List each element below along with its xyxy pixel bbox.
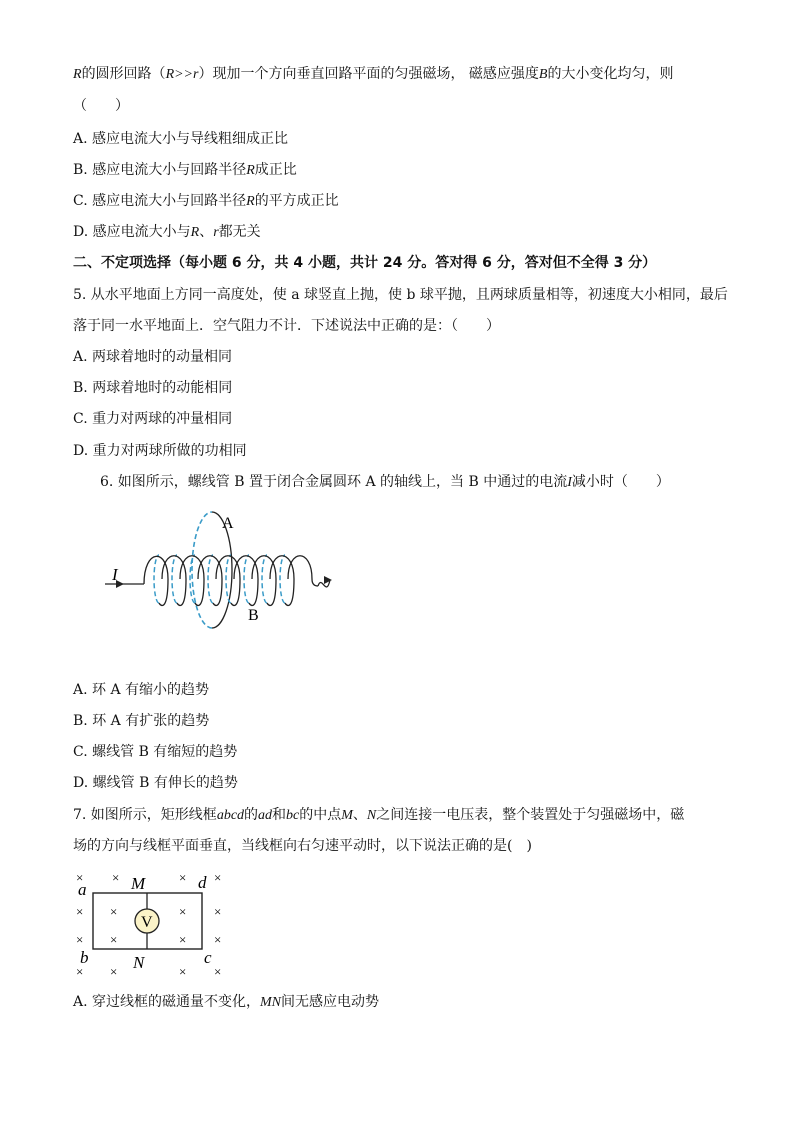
svg-text:×: × — [179, 870, 187, 885]
q7-stem-line2: 场的方向与线框平面垂直，当线框向右匀速平动时，以下说法正确的是( ) — [73, 838, 532, 854]
q7-stem-text-b: 的 — [244, 807, 259, 823]
var-B: B — [538, 67, 548, 82]
label-d: d — [198, 873, 207, 892]
q4-stem-text-c: ）现加一个方向垂直回路平面的匀强磁场， 磁感应强度 — [198, 66, 539, 82]
q6-option-d: D. 螺线管 B 有伸长的趋势 — [73, 775, 238, 791]
q4-option-b-text: B. 感应电流大小与回路半径 — [73, 162, 247, 178]
q5-option-d: D. 重力对两球所做的功相同 — [73, 443, 247, 459]
q6-stem-text-post: 减小时（ ） — [571, 474, 670, 490]
svg-text:×: × — [214, 904, 222, 919]
label-ring-a: A — [222, 515, 234, 532]
var-R: R — [246, 163, 255, 178]
q5-option-c: C. 重力对两球的冲量相同 — [73, 411, 233, 427]
svg-text:×: × — [76, 932, 84, 947]
q7-option-a-text: A. 穿过线框的磁通量不变化， — [73, 994, 261, 1010]
var-R: R — [190, 225, 200, 240]
q6-option-a: A. 环 A 有缩小的趋势 — [73, 682, 210, 698]
label-n: N — [133, 953, 145, 972]
label-c: c — [204, 948, 212, 967]
svg-text:×: × — [214, 964, 222, 979]
solenoid-front-turns — [122, 556, 330, 606]
svg-text:×: × — [76, 904, 84, 919]
frame-voltmeter-figure — [70, 866, 240, 982]
section-heading: 二、不定项选择（每小题 6 分，共 4 小题，共计 24 分。答对得 6 分，答对但不全得 3 分） — [73, 255, 657, 271]
var-M: M — [341, 808, 353, 823]
q7-stem-text-a: 7. 如图所示，矩形线框 — [73, 807, 217, 823]
svg-text:×: × — [214, 870, 222, 885]
q4-option-c-text-post: 的平方成正比 — [254, 193, 339, 209]
current-out-arrow-icon — [324, 576, 332, 584]
q5-option-a: A. 两球着地时的动量相同 — [73, 349, 233, 365]
q4-option-d-text-post: 都无关 — [218, 224, 261, 240]
label-solenoid-b: B — [248, 607, 259, 624]
voltmeter-label: V — [141, 914, 153, 931]
q5-stem-line1: 5. 从水平地面上方同一高度处，使 a 球竖直上抛，使 b 球平抛，且两球质量相等，初速度大小相同，最后 — [73, 287, 728, 303]
svg-text:×: × — [110, 904, 118, 919]
q6-stem — [100, 472, 670, 493]
svg-text:×: × — [110, 964, 118, 979]
q5-option-b: B. 两球着地时的动能相同 — [73, 380, 233, 396]
var-N: N — [366, 808, 377, 823]
q4-stem-text-d: 的大小变化均匀，则 — [547, 66, 674, 82]
q4-option-c-text: C. 感应电流大小与回路半径 — [73, 193, 247, 209]
q4-option-b — [73, 160, 297, 181]
q6-option-c: C. 螺线管 B 有缩短的趋势 — [73, 744, 238, 760]
svg-text:×: × — [214, 932, 222, 947]
q7-stem-text-c: 和 — [272, 807, 287, 823]
var-R: R — [73, 67, 82, 82]
q7-stem-text-f: 之间连接一电压表，整个装置处于匀强磁场中，磁 — [376, 807, 685, 823]
q4-option-d-text: D. 感应电流大小与 — [73, 224, 191, 240]
var-abcd: abcd — [216, 808, 245, 823]
q6-stem-text: 6. 如图所示，螺线管 B 置于闭合金属圆环 A 的轴线上，当 B 中通过的电流 — [100, 474, 568, 490]
var-bc: bc — [286, 808, 300, 823]
var-I: I — [567, 475, 572, 490]
label-b: b — [80, 948, 89, 967]
label-current-i: I — [112, 565, 118, 584]
q7-option-a — [73, 992, 379, 1013]
q4-stem-line1 — [73, 64, 673, 85]
solenoid-ring-figure — [100, 508, 340, 638]
var-MN: MN — [260, 995, 282, 1010]
q4-option-c — [73, 191, 339, 212]
q4-stem-text-a: 的圆形回路（ — [81, 66, 166, 82]
q7-stem-text-d: 的中点 — [299, 807, 342, 823]
svg-text:×: × — [110, 932, 118, 947]
svg-text:×: × — [112, 870, 120, 885]
svg-text:×: × — [76, 964, 84, 979]
q4-option-a: A. 感应电流大小与导线粗细成正比 — [73, 131, 289, 147]
q6-option-b: B. 环 A 有扩张的趋势 — [73, 713, 210, 729]
q5-stem-line2: 落于同一水平地面上．空气阻力不计．下述说法中正确的是：（ ） — [73, 318, 500, 334]
var-ad: ad — [258, 808, 273, 823]
q7-option-a-text-post: 间无感应电动势 — [281, 994, 380, 1010]
q4-answer-paren: （ ） — [73, 98, 129, 114]
q4-option-d — [73, 222, 261, 243]
var-R: R — [246, 194, 255, 209]
svg-text:×: × — [179, 904, 187, 919]
svg-text:×: × — [179, 964, 187, 979]
svg-text:×: × — [179, 932, 187, 947]
var-r: r — [213, 225, 219, 240]
label-m: M — [131, 874, 146, 893]
q4-option-d-sep: 、 — [199, 224, 214, 240]
svg-text:×: × — [76, 870, 84, 885]
q7-stem-line1 — [73, 805, 684, 826]
label-a: a — [78, 880, 87, 899]
q4-stem-condition: R>>r — [165, 67, 199, 82]
q7-stem-text-e: 、 — [352, 807, 367, 823]
q4-option-b-text-post: 成正比 — [254, 162, 297, 178]
